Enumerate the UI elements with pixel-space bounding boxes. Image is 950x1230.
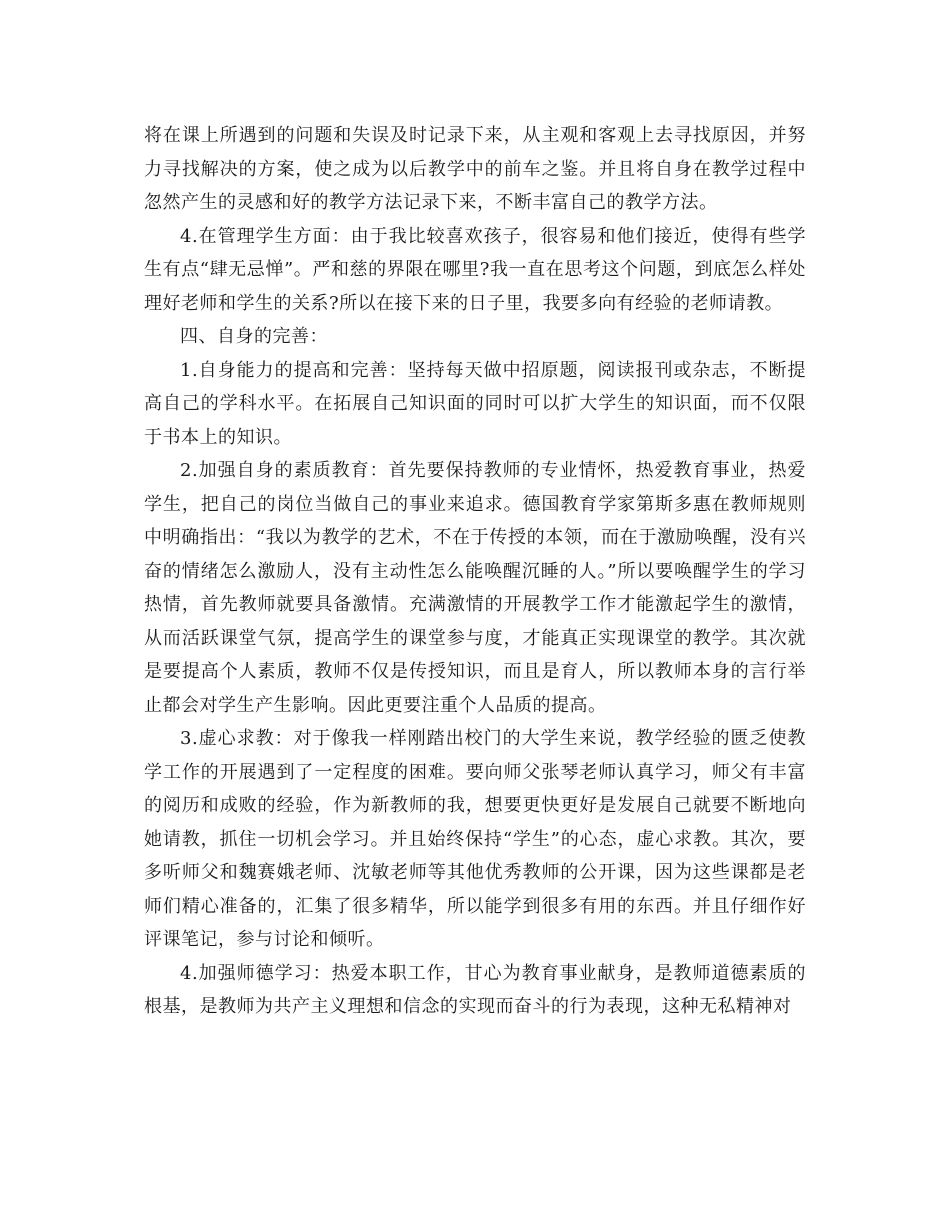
section-heading-self-improvement: 四、自身的完善： bbox=[180, 326, 328, 347]
paragraph-student-management: 4.在管理学生方面：由于我比较喜欢孩子，很容易和他们接近，使得有些学生有点“肆无忌惮”。严和慈的界限在哪里?我一直在思考这个问题，到底怎么样处理好老师和学生的关系?所以在接下来的日子里，我要多向有经验的老师请教。 bbox=[144, 225, 806, 314]
paragraph-continuation: 将在课上所遇到的问题和失误及时记录下来，从主观和客观上去寻找原因，并努力寻找解决的方案，使之成为以后教学中的前车之鉴。并且将自身在教学过程中忽然产生的灵感和好的教学方法记录下来，不断丰富自己的教学方法。 bbox=[144, 125, 806, 213]
paragraph-seek-advice: 3.虚心求教：对于像我一样刚踏出校门的大学生来说，教学经验的匮乏使教学工作的开展遇到了一定程度的困难。要向师父张琴老师认真学习，师父有丰富的阅历和成败的经验，作为新教师的我，想要更快更好是发展自己就要不断地向她请教，抓住一切机会学习。并且始终保持“学生”的心态，虚心求教。其次，要多听师父和魏赛娥老师、沈敏老师等其他优秀教师的公开课，因为这些课都是老师们精心准备的，汇集了很多精华，所以能学到很多有用的东西。并且仔细作好评课笔记，参与讨论和倾听。 bbox=[144, 728, 806, 950]
document-body bbox=[144, 119, 806, 1024]
paragraph-teacher-ethics: 4.加强师德学习：热爱本职工作，甘心为教育事业献身，是教师道德素质的根基，是教师为共产主义理想和信念的实现而奋斗的行为表现，这种无私精神对 bbox=[144, 962, 806, 1017]
paragraph-ability-improvement: 1.自身能力的提高和完善：坚持每天做中招原题，阅读报刊或杂志，不断提高自己的学科水平。在拓展自己知识面的同时可以扩大学生的知识面，而不仅限于书本上的知识。 bbox=[144, 359, 806, 448]
paragraph-quality-education: 2.加强自身的素质教育：首先要保持教师的专业情怀，热爱教育事业，热爱学生，把自己的岗位当做自己的事业来追求。德国教育学家第斯多惠在教师规则中明确指出：“我以为教学的艺术，不在于传授的本领，而在于激励唤醒，没有兴奋的情绪怎么激励人，没有主动性怎么能唤醒沉睡的人。”所以要唤醒学生的学习热情，首先教师就要具备激情。充满激情的开展教学工作才能激起学生的激情，从而活跃课堂气氛，提高学生的课堂参与度，才能真正实现课堂的教学。其次就是要提高个人素质，教师不仅是传授知识，而且是育人，所以教师本身的言行举止都会对学生产生影响。因此更要注重个人品质的提高。 bbox=[144, 460, 806, 716]
